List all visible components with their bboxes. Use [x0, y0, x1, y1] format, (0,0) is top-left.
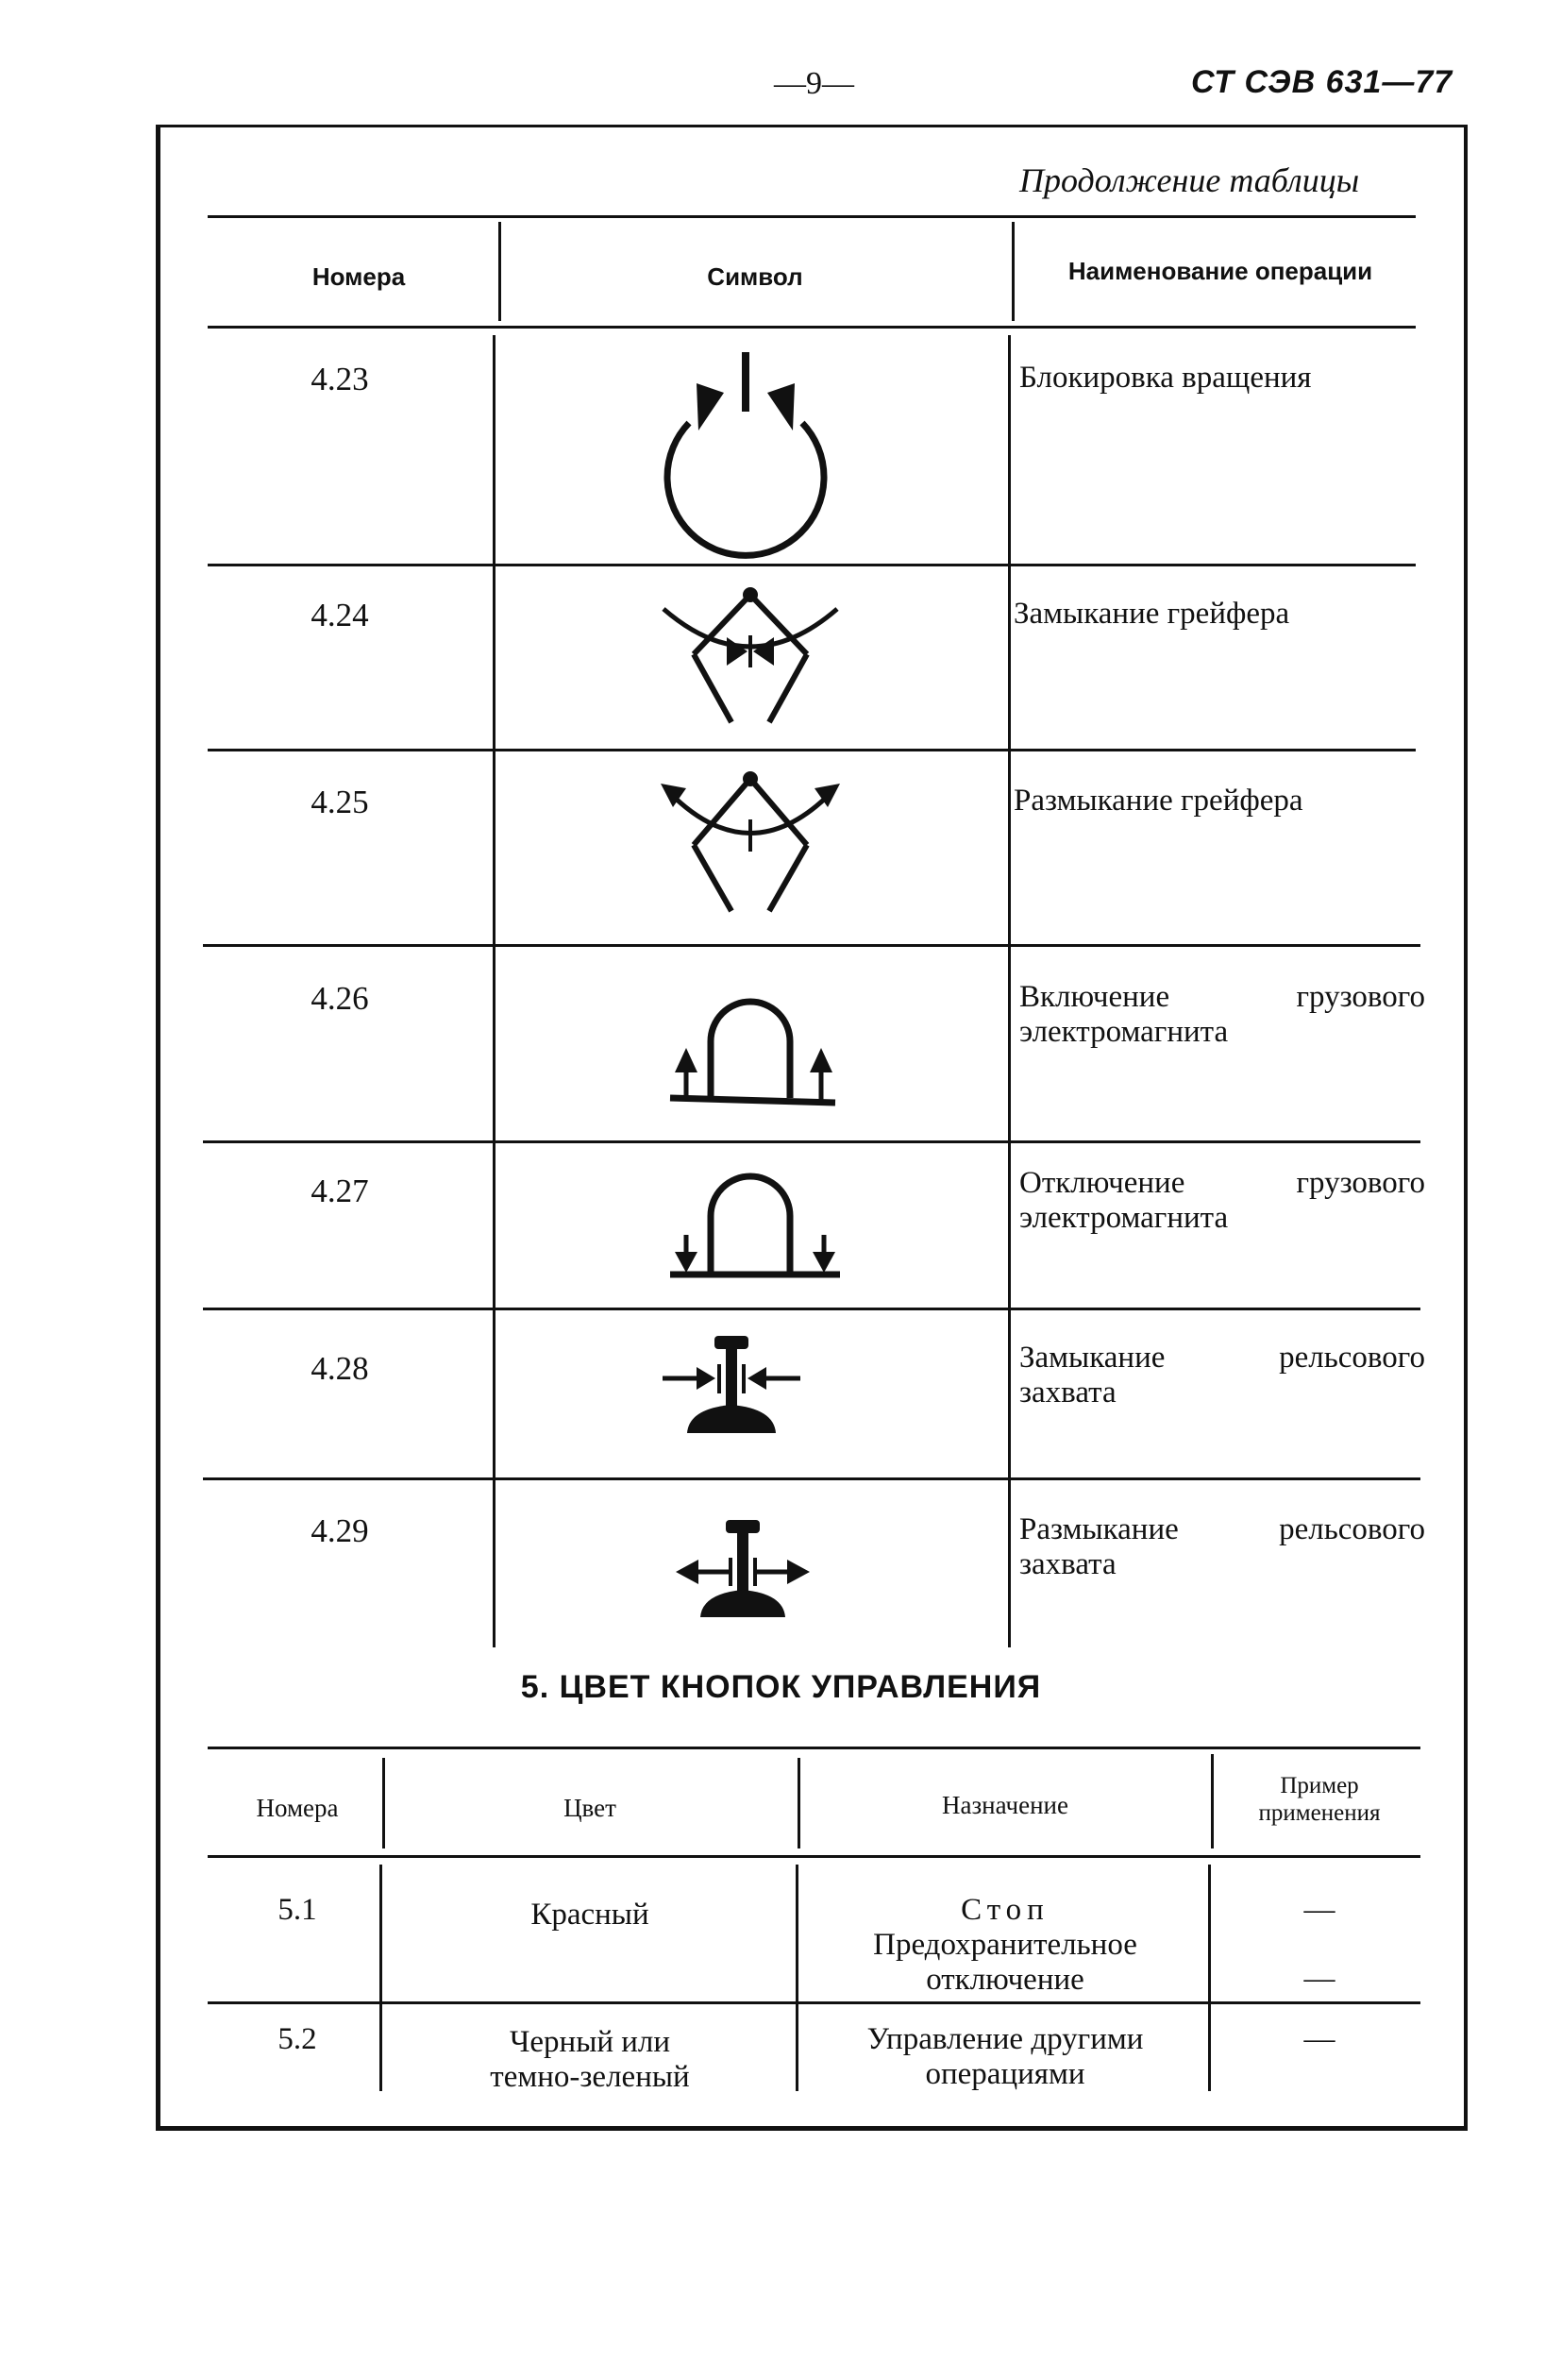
row-number: 5.2	[277, 2022, 317, 2056]
magnet-off-icon	[665, 1159, 845, 1291]
row-separator	[203, 944, 1420, 947]
col-header-purpose: Назначение	[942, 1791, 1068, 1819]
table1-top-rule	[208, 215, 1416, 218]
purpose-line: Предохранительное	[873, 1928, 1137, 1962]
table2-top-rule	[208, 1747, 1420, 1749]
table1-header-rule	[208, 326, 1416, 329]
operation-name	[1019, 980, 1425, 1015]
magnet-on-icon	[665, 989, 845, 1112]
table1-col-divider	[1008, 335, 1011, 1647]
table2-header-divider	[382, 1758, 385, 1848]
row-separator	[203, 1140, 1420, 1143]
color-line: Черный или	[509, 2025, 671, 2059]
purpose-line: отключение	[926, 1963, 1084, 1997]
button-purpose	[802, 1893, 1208, 1998]
row-number: 4.24	[311, 597, 369, 633]
standard-code: СТ СЭВ 631—77	[1191, 64, 1453, 100]
operation-name-part: рельсового	[1279, 1341, 1425, 1375]
table2-header-divider	[1211, 1754, 1214, 1848]
button-purpose	[802, 2022, 1208, 2092]
operation-name-part: электромагнита	[1019, 1015, 1229, 1049]
table1-col-divider	[493, 335, 495, 1647]
section-title: 5. ЦВЕТ КНОПОК УПРАВЛЕНИЯ	[520, 1669, 1042, 1705]
row-number: 4.25	[311, 784, 369, 820]
rail-clamp-open-icon	[672, 1518, 814, 1622]
operation-name-part: рельсового	[1279, 1512, 1425, 1546]
operation-name	[1019, 1341, 1425, 1376]
operation-name-part: грузового	[1296, 980, 1425, 1014]
rotation-lock-icon	[651, 347, 840, 546]
table2-col-divider	[1208, 1865, 1211, 2091]
col-header-number: Номера	[256, 1794, 339, 1822]
col-header-operation: Наименование операции	[1067, 257, 1373, 285]
row-number: 4.23	[311, 361, 369, 397]
table1-header-divider	[1012, 222, 1015, 321]
color-line: темно-зеленый	[490, 2060, 690, 2094]
operation-name-part: захвата	[1019, 1376, 1117, 1409]
col-header-symbol: Символ	[707, 262, 803, 291]
table-continuation-label: Продолжение таблицы	[1019, 161, 1360, 199]
operation-name-part: Размыкание	[1019, 1512, 1179, 1546]
col-header-example	[1216, 1772, 1423, 1827]
operation-name-part: Отключение	[1019, 1166, 1185, 1200]
operation-name-part: грузового	[1296, 1166, 1425, 1200]
table2-col-divider	[796, 1865, 798, 2091]
row-number: 4.27	[311, 1173, 369, 1209]
operation-name	[1019, 1512, 1425, 1547]
usage-example: —	[1303, 1962, 1335, 1996]
col-header-color: Цвет	[563, 1794, 616, 1822]
table2-header-rule	[208, 1855, 1420, 1858]
table2-header-divider	[798, 1758, 800, 1848]
operation-name-part: Замыкание	[1019, 1341, 1166, 1375]
rail-clamp-close-icon	[661, 1331, 802, 1440]
operation-name: Размыкание грейфера	[1014, 784, 1303, 818]
purpose-line: операциями	[925, 2057, 1085, 2091]
col-header-example-line: применения	[1258, 1800, 1381, 1826]
table1-header-divider	[498, 222, 501, 321]
row-separator	[208, 749, 1416, 751]
col-header-number: Номера	[311, 262, 406, 291]
operation-name-part: Включение	[1019, 980, 1170, 1014]
row-separator	[203, 1477, 1420, 1480]
operation-name-part: захвата	[1019, 1547, 1117, 1581]
operation-name: Замыкание грейфера	[1014, 597, 1290, 631]
grab-open-icon	[656, 765, 845, 916]
grab-close-icon	[656, 581, 845, 732]
row-separator	[208, 2001, 1420, 2004]
usage-example: —	[1303, 2022, 1335, 2056]
row-number: 4.29	[311, 1512, 369, 1549]
row-separator	[203, 1308, 1420, 1310]
operation-name: Блокировка вращения	[1019, 361, 1312, 395]
button-color: Красный	[530, 1898, 649, 1932]
purpose-line: Стоп	[961, 1893, 1050, 1927]
usage-example: —	[1303, 1893, 1335, 1927]
col-header-example-line: Пример	[1280, 1773, 1359, 1798]
row-separator	[208, 564, 1416, 566]
page-number: —9—	[774, 66, 854, 101]
row-number: 4.26	[311, 980, 369, 1017]
row-number: 4.28	[311, 1350, 369, 1387]
button-color	[387, 2025, 793, 2095]
operation-name-part: электромагнита	[1019, 1201, 1229, 1235]
operation-name	[1019, 1166, 1425, 1201]
row-number: 5.1	[277, 1893, 317, 1927]
purpose-line: Управление другими	[866, 2022, 1144, 2056]
